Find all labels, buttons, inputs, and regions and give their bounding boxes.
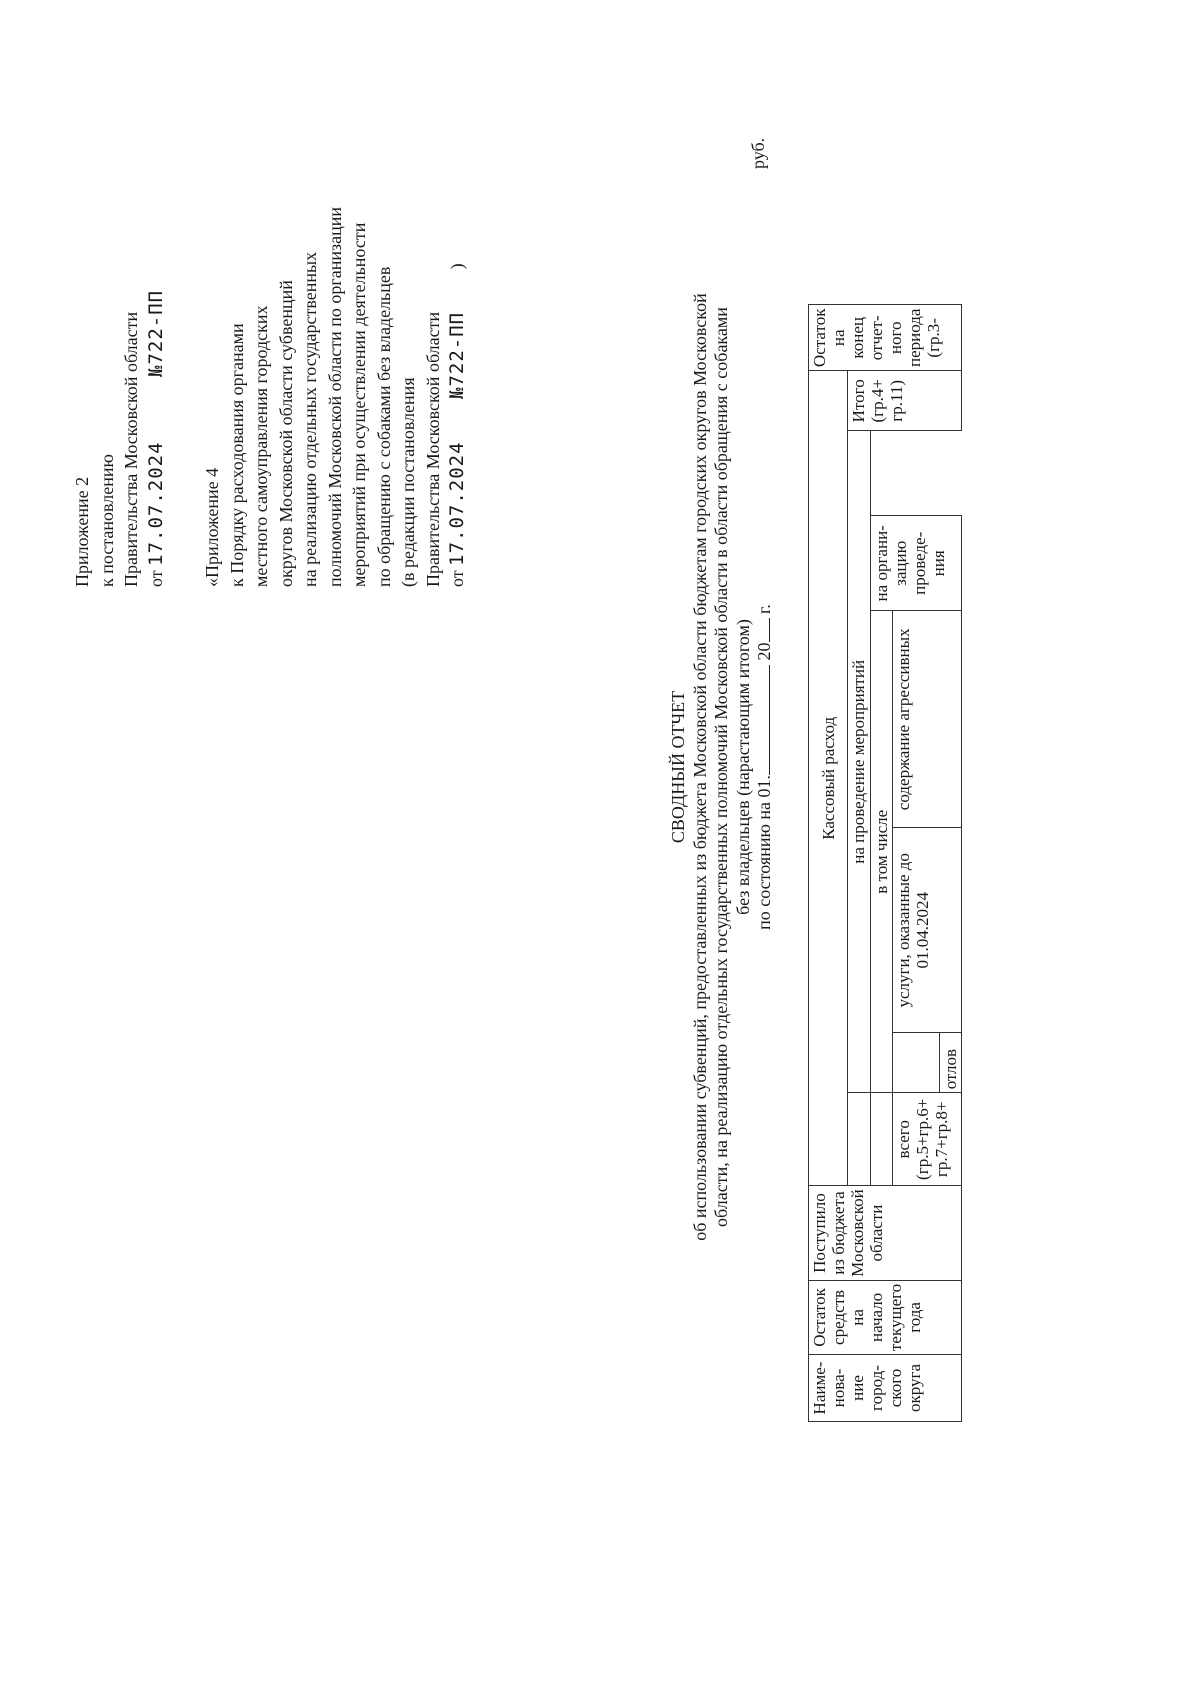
appendix-2-date: 17.07.2024 [144, 441, 167, 566]
header-organization: на органи-зацию проведе-ния [871, 516, 962, 611]
report-table [808, 304, 962, 1422]
appendix-4-line: к Порядку расходования органами [226, 323, 247, 587]
header-name: Наиме-нова-ние город-ского округа [809, 1355, 962, 1422]
date-prefix: по состоянию на 01. [754, 774, 774, 930]
appendix-4-line: «Приложение 4 [202, 467, 222, 587]
header-including: в том числе [871, 611, 893, 1093]
header-total-all: всего (гр.5+гр.6+ гр.7+гр.8+ [893, 1093, 962, 1186]
header-capture: отлов [940, 1033, 962, 1093]
header-activities: на проведение мероприятий [848, 431, 871, 1093]
header-balance-start: Остаток средств на начало текущего года [809, 1280, 962, 1354]
appendix-4-header [200, 207, 470, 587]
year-blank [754, 618, 770, 642]
empty-cell [871, 1093, 893, 1186]
appendix-4-date: 17.07.2024 [446, 441, 468, 566]
date-prefix: от [145, 570, 166, 587]
report-subtitle-line: без владельцев (нарастающим итогом) [732, 619, 753, 915]
appendix-2-ref: к постановлению [96, 454, 117, 587]
report-date-line [754, 292, 776, 1242]
report-heading: СВОДНЫЙ ОТЧЕТ [668, 690, 688, 844]
empty-cell [893, 1033, 940, 1093]
year-suffix: г. [754, 604, 774, 614]
appendix-2-number: №722-ПП [144, 289, 167, 377]
date-prefix: от [447, 570, 467, 587]
appendix-2-header [70, 290, 168, 587]
header-total: Итого (гр.4+ гр.11) [848, 371, 962, 431]
report-title-block [668, 292, 776, 1242]
year-prefix: 20 [754, 642, 774, 661]
appendix-4-line: мероприятий при осуществлении деятельности [349, 222, 369, 587]
empty-cell [848, 1093, 871, 1186]
appendix-4-number: №722-ПП [446, 311, 468, 399]
header-received: Поступило из бюджета Московской области [809, 1186, 962, 1281]
header-keeping: содержание агрессивных [893, 611, 962, 828]
appendix-4-line: (в редакции постановления [398, 377, 418, 587]
appendix-4-line: округов Московской области субвенций [275, 280, 296, 587]
report-subtitle-line: об использовании субвенций, предоставленных из бюджета Московской области бюджетам городских округов Московской [689, 293, 710, 1241]
report-subtitle-line: области, на реализацию отдельных государственных полномочий Московской области в области обращения с собаками [711, 307, 731, 1227]
appendix-4-line: местного самоуправления городских [251, 305, 271, 587]
appendix-2-date-line [144, 290, 169, 587]
appendix-4-line: по обращению с собаками без владельцев [373, 266, 394, 587]
appendix-4-line: полномочий Московской области по организации [324, 206, 345, 587]
appendix-4-date-line [445, 207, 470, 587]
appendix-4-line: на реализацию отдельных государственных [300, 251, 320, 587]
currency-label: руб. [748, 137, 768, 169]
close-paren: ) [447, 263, 467, 270]
header-cash-expense: Кассовый расход [809, 371, 848, 1186]
header-services: услуги, оказанные до 01.04.2024 [893, 828, 962, 1033]
appendix-2-title: Приложение 2 [72, 476, 92, 587]
date-blank [754, 665, 770, 775]
appendix-4-line: Правительства Московской области [422, 311, 443, 587]
header-balance-end: Остаток на конец отчет-ного периода (гр.3- [809, 305, 962, 371]
appendix-2-government: Правительства Московской области [121, 311, 141, 587]
